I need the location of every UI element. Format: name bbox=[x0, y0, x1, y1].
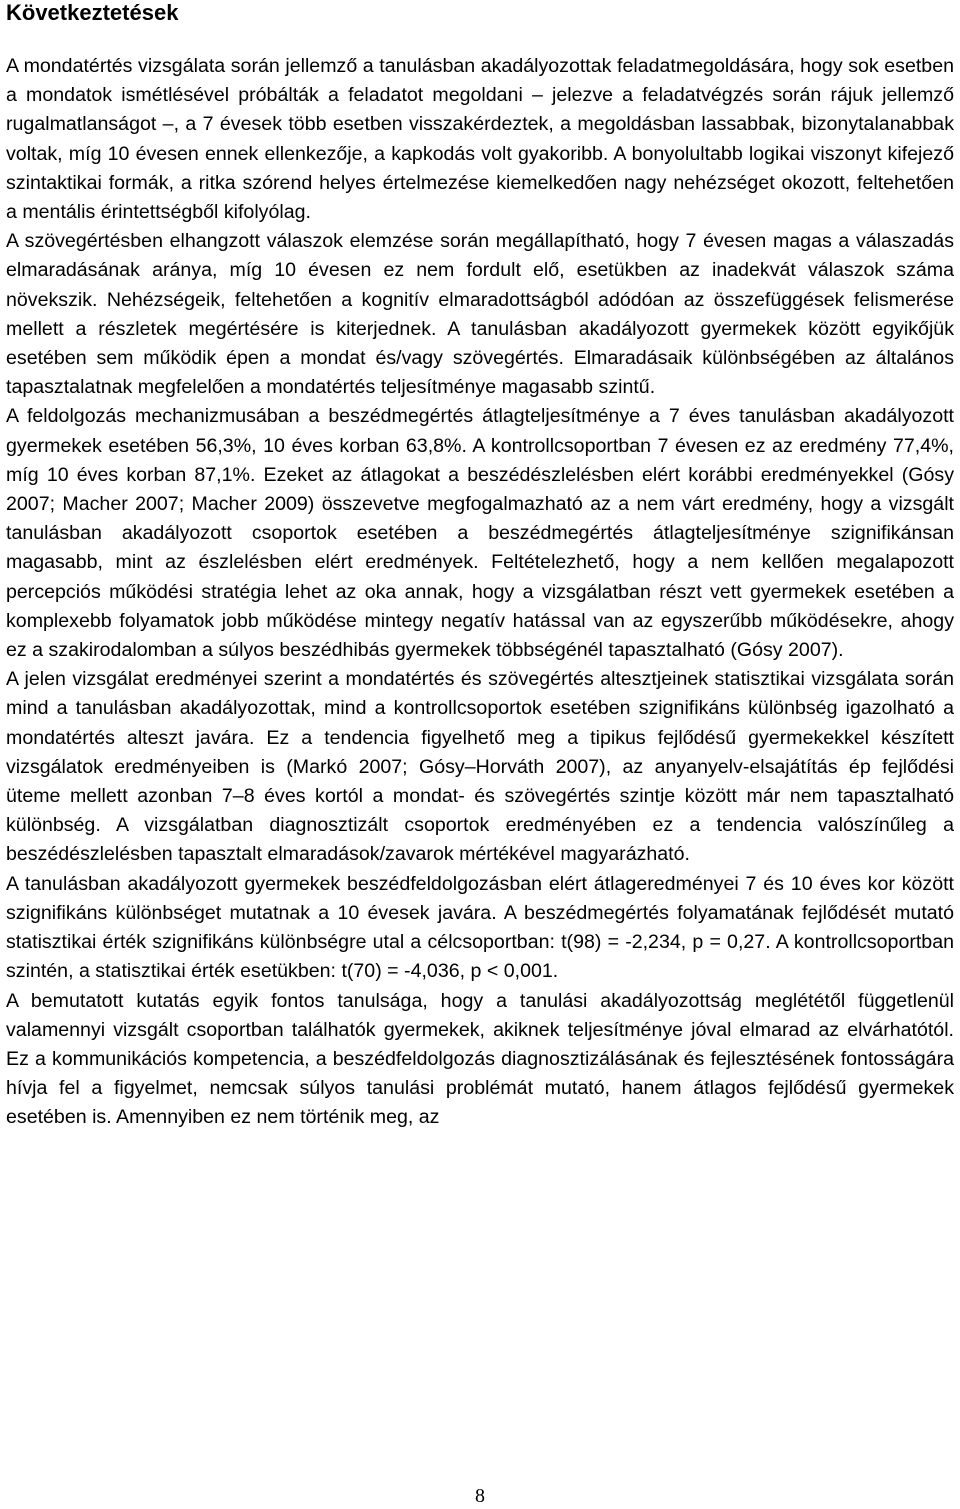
paragraph-3: A feldolgozás mechanizmusában a beszédmegértés átlagteljesítménye a 7 éves tanulásban akadályozott gyermekek esetében 56,3%, 10 éves korban 63,8%. A kontrollcsoportban 7 évesen ez az eredmény 77,4%, míg 10 éves korban 87,1%. Ezeket az átlagokat a beszédészlelésben elért korábbi eredményekkel (Gósy 2007; Macher 2007; Macher 2009) összevetve megfogalmazható az a nem várt eredmény, hogy a vizsgált tanulásban akadályozott csoportok esetében a beszédmegértés átlagteljesítménye szignifikánsan magasabb, mint az észlelésben elért eredmények. Feltételezhető, hogy a nem kellően megalapozott percepciós működési stratégia lehet az oka annak, hogy a vizsgálatban részt vett gyermekek esetében a komplexebb folyamatok jobb működése mintegy negatív hatással van az egyszerűbb működésekre, ahogy ez a szakirodalomban a súlyos beszédhibás gyermekek többségénél tapasztalható (Gósy 2007). bbox=[6, 405, 954, 662]
page-number: 8 bbox=[475, 1485, 485, 1507]
paragraph-4: A jelen vizsgálat eredményei szerint a mondatértés és szövegértés altesztjeinek statisztikai vizsgálata során mind a tanulásban akadályozottak, mind a kontrollcsoportok esetében szignifikáns különbség igazolható a mondatértés alteszt javára. Ez a tendencia figyelhető meg a tipikus fejlődésű gyermekekkel készített vizsgálatok eredményeiben is (Markó 2007; Gósy–Horváth 2007), az anyanyelv-elsajátítás ép fejlődési üteme mellett azonban 7–8 éves kortól a mondat- és szövegértés szintje között már nem tapasztalható különbség. A vizsgálatban diagnosztizált csoportok eredményében ez a tendencia valószínűleg a beszédészlelésben tapasztalt elmaradások/zavarok mértékével magyarázható. bbox=[6, 668, 954, 866]
section-heading: Következtetések bbox=[6, 0, 179, 25]
paragraph-1: A mondatértés vizsgálata során jellemző a tanulásban akadályozottak feladatmegoldására, hogy sok esetben a mondatok ismétlésével próbálták a feladatot megoldani – jelezve a feladatvégzés során rájuk jellemző rugalmatlanságot –, a 7 évesek több esetben visszakérdeztek, a megoldásban lassabbak, bizonytalanabbak voltak, míg 10 évesen ennek ellenkezője, a kapkodás volt gyakoribb. A bonyolultabb logikai viszonyt kifejező szintaktikai formák, a ritka szórend helyes értelmezése kiemelkedően nagy nehézséget okozott, feltehetően a mentális érintettségből kifolyólag. bbox=[6, 55, 954, 224]
paragraph-5: A tanulásban akadályozott gyermekek beszédfeldolgozásban elért átlageredményei 7 és 10 éves kor között szignifikáns különbséget mutatnak a 10 évesek javára. A beszédmegértés folyamatának fejlődését mutató statisztikai érték szignifikáns különbségre utal a célcsoportban: t(98) = -2,234, p = 0,27. A kontrollcsoportban szintén, a statisztikai érték esetükben: t(70) = -4,036, p < 0,001. bbox=[6, 872, 954, 983]
document-body bbox=[6, 52, 954, 1133]
paragraph-2: A szövegértésben elhangzott válaszok elemzése során megállapítható, hogy 7 évesen magas a válaszadás elmaradásának aránya, míg 10 évesen ez nem fordult elő, esetükben az inadekvát válaszok száma növekszik. Nehézségeik, feltehetően a kognitív elmaradottságból adódóan az összefüggések felismerése mellett a részletek megértésére is kiterjednek. A tanulásban akadályozott gyermekek között egyikőjük esetében sem működik épen a mondat és/vagy szövegértés. Elmaradásaik különbségében az általános tapasztalatnak megfelelően a mondatértés teljesítménye magasabb szintű. bbox=[6, 230, 954, 399]
paragraph-6: A bemutatott kutatás egyik fontos tanulsága, hogy a tanulási akadályozottság meglététől függetlenül valamennyi vizsgált csoportban találhatók gyermekek, akiknek teljesítménye jóval elmarad az elvárhatótól. Ez a kommunikációs kompetencia, a beszédfeldolgozás diagnosztizálásának és fejlesztésének fontosságára hívja fel a figyelmet, nemcsak súlyos tanulási problémát mutató, hanem átlagos fejlődésű gyermekek esetében is. Amennyiben ez nem történik meg, az bbox=[6, 989, 954, 1129]
document-page bbox=[6, 0, 954, 1133]
